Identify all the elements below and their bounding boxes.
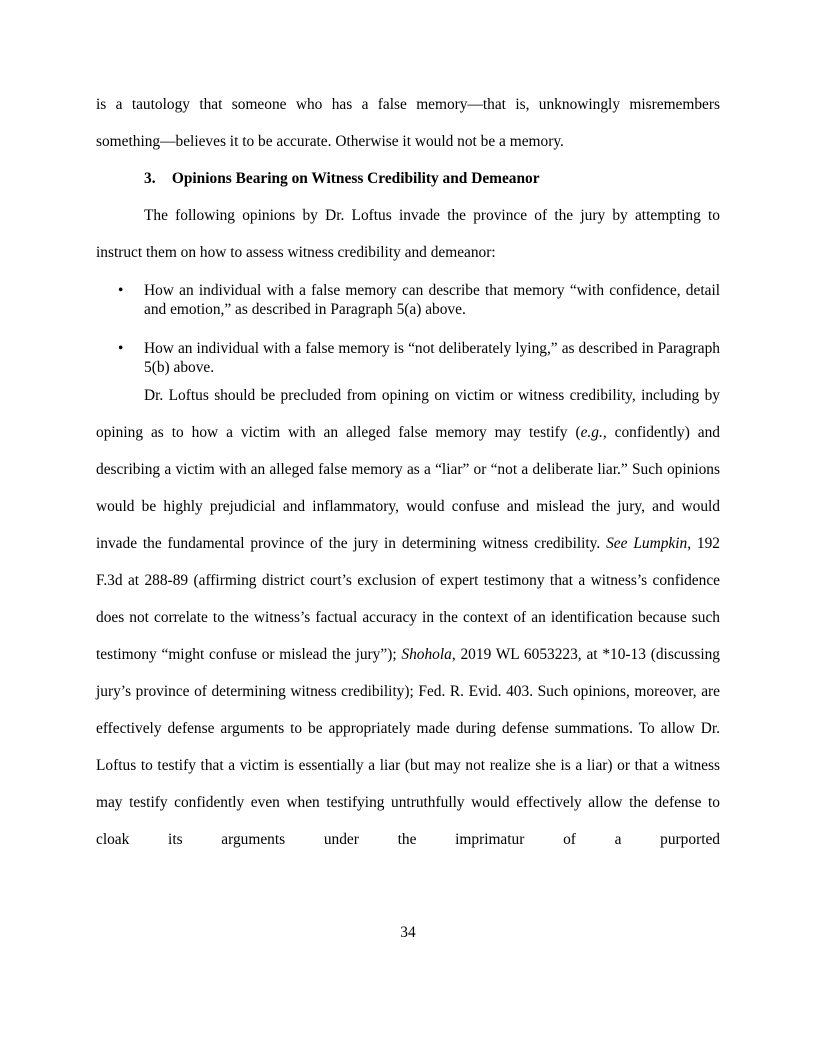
body-text: , confidently) and describing a victim with an alleged false memory as a “liar” or “not a deliberate liar.” Such opinions would be highly prejudicial and inflammatory, would confuse and mislead the jury, and would invade the fundamental province of the jury in determining witness credibility. [96, 424, 720, 552]
section-number: 3. [144, 170, 156, 187]
bullet-icon: • [118, 282, 124, 299]
see-signal: See [606, 535, 628, 552]
argument-paragraph [96, 377, 720, 858]
continuation-paragraph: is a tautology that someone who has a false memory—that is, unknowingly misremembers something—believes it to be accurate. Otherwise it would not be a memory. [96, 96, 720, 150]
case-name-shohola: Shohola [401, 646, 452, 663]
bullet-icon: • [118, 340, 124, 357]
opinion-list [96, 281, 720, 377]
body-text: Dr. Loftus should be precluded from opining on victim or witness credibility, including by opining as to how a victim with an alleged false memory may testify ( [96, 387, 720, 441]
list-item-text: How an individual with a false memory is “not deliberately lying,” as described in Paragraph 5(b) above. [144, 340, 720, 376]
body-text: , 2019 WL 6053223, at *10-13 (discussing jury’s province of determining witness credibility); Fed. R. Evid. 403. Such opinions, moreover, are effectively defense arguments to be appropriately made during defense summations. To allow Dr. Loftus to testify that a victim is essentially a liar (but may not realize she is a liar) or that a witness may testify confidently even when testifying untruthfully would effectively allow the defense to cloak its arguments under the imprimatur of a purported [96, 646, 720, 848]
section-heading [144, 160, 720, 197]
list-item [96, 339, 720, 377]
section-title: Opinions Bearing on Witness Credibility and Demeanor [171, 170, 540, 187]
case-name-lumpkin: Lumpkin [633, 535, 688, 552]
document-page [96, 86, 720, 858]
list-item [96, 281, 720, 319]
intro-paragraph: The following opinions by Dr. Loftus invade the province of the jury by attempting to instruct them on how to assess witness credibility and demeanor: [96, 207, 720, 261]
body-text: , 192 F.3d at 288-89 (affirming district court’s exclusion of expert testimony that a witness’s confidence does not correlate to the witness’s factual accuracy in the context of an identification because such testimony “might confuse or mislead the jury”); [96, 535, 720, 663]
page-number: 34 [400, 924, 416, 941]
eg-citation: e.g. [580, 424, 603, 441]
list-item-text: How an individual with a false memory can describe that memory “with confidence, detail and emotion,” as described in Paragraph 5(a) above. [144, 282, 720, 318]
